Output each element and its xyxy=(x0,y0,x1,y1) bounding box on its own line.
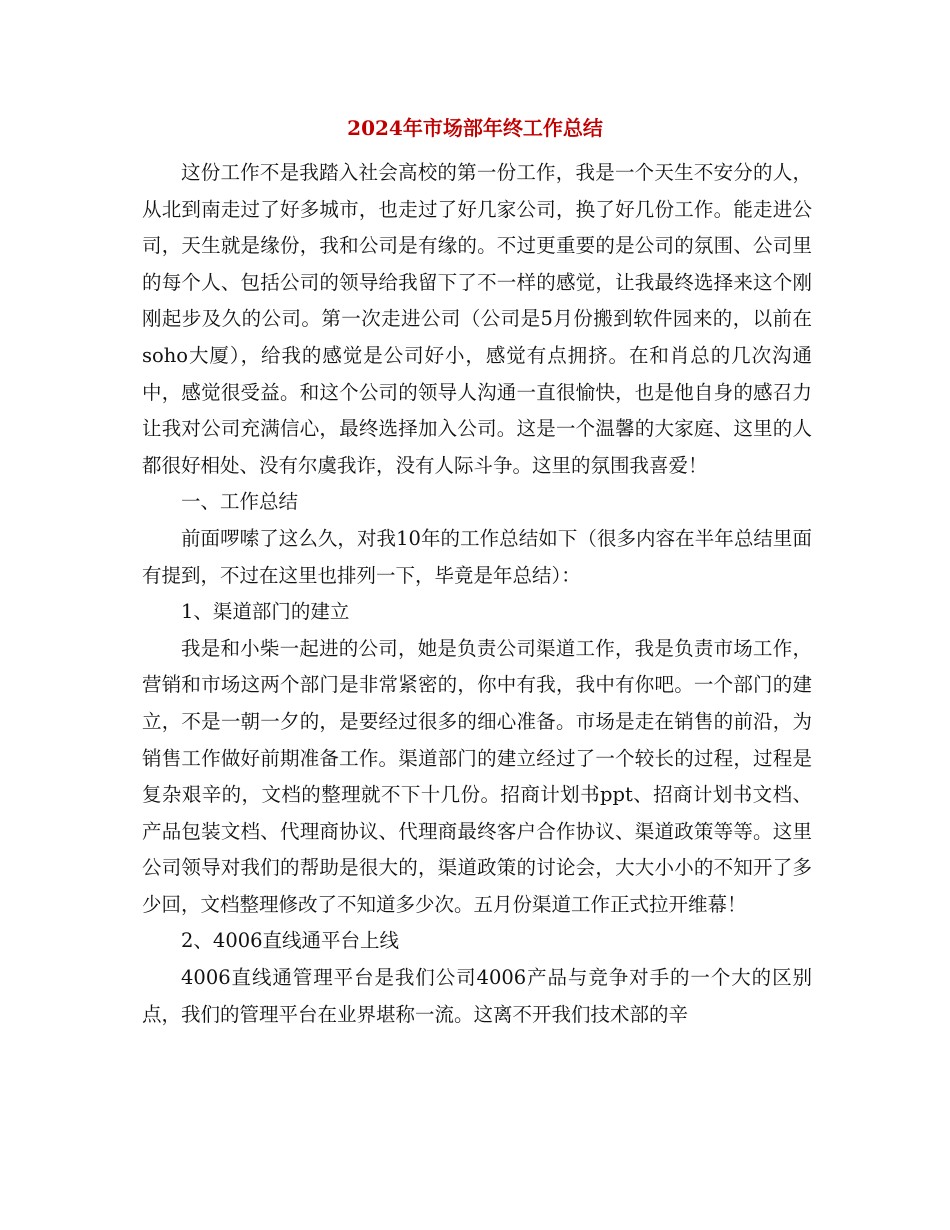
paragraph-summary-intro: 前面啰嗦了这么久，对我10年的工作总结如下（很多内容在半年总结里面有提到，不过在这里也排列一下，毕竟是年总结）： xyxy=(142,526,812,587)
document-body xyxy=(142,155,812,1033)
paragraph-intro: 这份工作不是我踏入社会高校的第一份工作，我是一个天生不安分的人，从北到南走过了好多城市，也走过了好几家公司，换了好几份工作。能走进公司，天生就是缘份，我和公司是有缘的。不过更重要的是公司的氛围、公司里的每个人、包括公司的领导给我留下了不一样的感觉，让我最终选择来这个刚刚起步及久的公司。第一次走进公司（公司是5月份搬到软件园来的，以前在soho大厦），给我的感觉是公司好小，感觉有点拥挤。在和肖总的几次沟通中，感觉很受益。和这个公司的领导人沟通一直很愉快，也是他自身的感召力让我对公司充满信心，最终选择加入公司。这是一个温馨的大家庭、这里的人都很好相处、没有尔虞我诈，没有人际斗争。这里的氛围我喜爱！ xyxy=(142,161,812,477)
paragraph-4006-platform: 4006直线通管理平台是我们公司4006产品与竞争对手的一个大的区别点，我们的管理平台在业界堪称一流。这离不开我们技术部的辛 xyxy=(142,966,812,1026)
paragraph-channel-department: 我是和小柴一起进的公司，她是负责公司渠道工作，我是负责市场工作，营销和市场这两个部门是非常紧密的，你中有我，我中有你吧。一个部门的建立，不是一朝一夕的，是要经过很多的细心准备。市场是走在销售的前沿，为销售工作做好前期准备工作。渠道部门的建立经过了一个较长的过程，过程是复杂艰辛的，文档的整理就不下十几份。招商计划书ppt、招商计划书文档、产品包装文档、代理商协议、代理商最终客户合作协议、渠道政策等等。这里公司领导对我们的帮助是很大的，渠道政策的讨论会，大大小小的不知开了多少回，文档整理修改了不知道多少次。五月份渠道工作正式拉开维幕！ xyxy=(142,636,812,916)
subheading-channel-department: 1、渠道部门的建立 xyxy=(181,600,350,624)
section-heading-work-summary: 一、工作总结 xyxy=(181,490,299,514)
subheading-4006-platform: 2、4006直线通平台上线 xyxy=(181,929,400,953)
document-title: 2024年市场部年终工作总结 xyxy=(347,116,603,140)
